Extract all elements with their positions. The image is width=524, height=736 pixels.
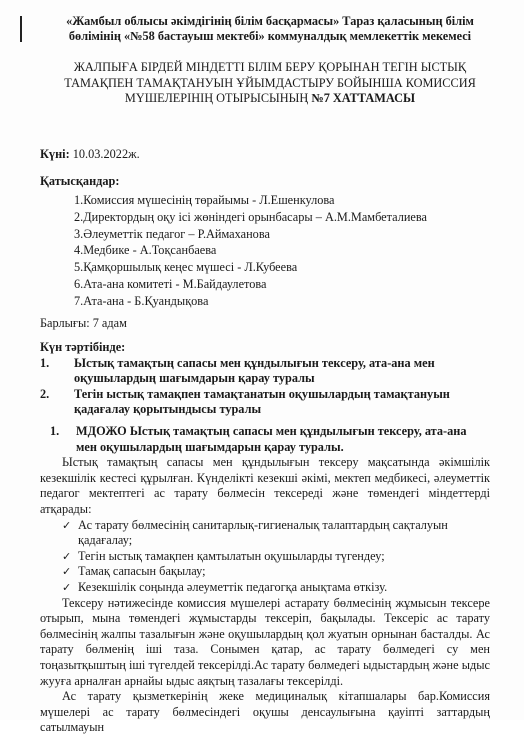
agenda-item-number: 2.	[40, 386, 50, 401]
paragraph: Тексеру нәтижесінде комиссия мүшелері астарату бөлмесінің жұмысын тексере отырып, мына төмендегі жұмыстарды тексеріп, бақылады. Тексеріс ас тарату бөлмесінің жалпы тазалығын және оқушылардың қол жуатын орнынан басталды. Ас тарату бөлменің іші таза. Сонымен қатар, ас тарату бөлмедегі су мен тоңазытқыштың іші түгелдей тексерілді.Ас тарату бөлмедегі ыдыстардың және ыдыс жууға арналған арнайы ыдыс аяқтың тазалағы тексерілді.	[40, 595, 490, 688]
date-label: Күні:	[40, 147, 70, 161]
title-number: №7 ХАТТАМАСЫ	[311, 91, 416, 105]
agenda-item-text: Тегін ыстық тамақпен тамақтанатын оқушылардың тамақтануын қадағалау қорытындысы туралы	[74, 386, 450, 416]
document-title	[50, 60, 490, 107]
paragraph: Ыстық тамақтың сапасы мен құндылығын тексеру мақсатында әкімшілік кезекшілік кестесі құрылған. Күнделікті кезекші әкімі, мектеп медбикесі, әлеуметтік педагог мектептегі ас тарату бөлмесін тексереді және төмендегі міндеттерді атқарады:	[40, 455, 490, 516]
participant-item: 5.Қамқоршылық кеңес мүшесі - Л.Кубеева	[74, 260, 298, 275]
list-item	[40, 549, 490, 565]
title-main: ЖАЛПЫҒА БІРДЕЙ МІНДЕТТІ БІЛІМ БЕРУ ҚОРЫНАН ТЕГІН ЫСТЫҚ ТАМАҚПЕН ТАМАҚТАНУЫН ҰЙЫМДАСТЫРУ БОЙЫНША КОМИССИЯ МҮШЕЛЕРІНІҢ ОТЫРЫСЫНЫҢ	[64, 60, 476, 105]
section-title: МДОЖО Ыстық тамақтың сапасы мен құндылығын тексеру, ата-ана мен оқушылардың шағымдарын қарау туралы.	[76, 424, 467, 454]
section-number: 1.	[50, 424, 60, 438]
checkmark-icon: ✓	[62, 549, 72, 563]
agenda-item	[40, 356, 490, 387]
agenda-item-number: 1.	[40, 355, 50, 370]
section-1	[40, 424, 490, 736]
participant-item: 7.Ата-ана - Б.Қуандықова	[74, 293, 209, 308]
list-item-text: Тамақ сапасын бақылау;	[78, 564, 206, 579]
participant-item: 1.Комиссия мүшесінің төрайымы - Л.Ешенкулова	[74, 193, 335, 207]
meeting-date	[40, 147, 140, 162]
list-item	[40, 564, 490, 580]
paragraph: Ас тарату қызметкерінің жеке медициналық кітапшалары бар.Комиссия мүшелері ас тарату бөлмесіндегі оқушы денсаулығына қауіпті заттардың сатылмауын	[40, 689, 490, 735]
checkmark-icon: ✓	[62, 518, 72, 532]
participants-heading: Қатысқандар:	[40, 174, 120, 188]
agenda-heading: Күн тәртібінде:	[40, 340, 126, 354]
date-value: 10.03.2022ж.	[72, 147, 140, 161]
participant-item: 4.Медбике - А.Тоқсанбаева	[74, 243, 217, 258]
duties-list	[40, 518, 490, 596]
margin-mark	[20, 16, 22, 42]
document-header: «Жамбыл облысы әкімдігінің білім басқармасы» Тараз қаласының білім бөлімінің «№58 бастауыш мектебі» коммуналдық мемлекеттік мекемесі	[66, 14, 474, 43]
list-item-text: Кезекшілік соңында әлеуметтік педагогқа анықтама өткізу.	[78, 579, 388, 594]
list-item	[40, 580, 490, 596]
list-item-text: Тегін ыстық тамақпен қамтылатын оқушыларды түгендеу;	[78, 548, 385, 563]
agenda	[40, 340, 490, 418]
section-heading	[50, 424, 490, 455]
participants-total: Барлығы: 7 адам	[40, 316, 127, 330]
checkmark-icon: ✓	[62, 580, 72, 594]
list-item	[40, 518, 490, 549]
participant-item: 6.Ата-ана комитеті - М.Байдаулетова	[74, 276, 267, 291]
checkmark-icon: ✓	[62, 565, 72, 579]
participants-list	[74, 192, 427, 310]
participant-item: 2.Директордың оқу ісі жөніндегі орынбасары – А.М.Мамбеталиева	[74, 209, 427, 224]
participant-item: 3.Әлеуметтік педагог – Р.Аймаханова	[74, 226, 270, 241]
agenda-item-text: Ыстық тамақтың сапасы мен құндылығын тексеру, ата-ана мен оқушылардың шағымдарын қарау туралы	[74, 355, 435, 385]
agenda-item	[40, 387, 490, 418]
list-item-text: Ас тарату бөлмесінің санитарлық-гигиеналық талаптардың сақталуын қадағалау;	[78, 517, 448, 548]
